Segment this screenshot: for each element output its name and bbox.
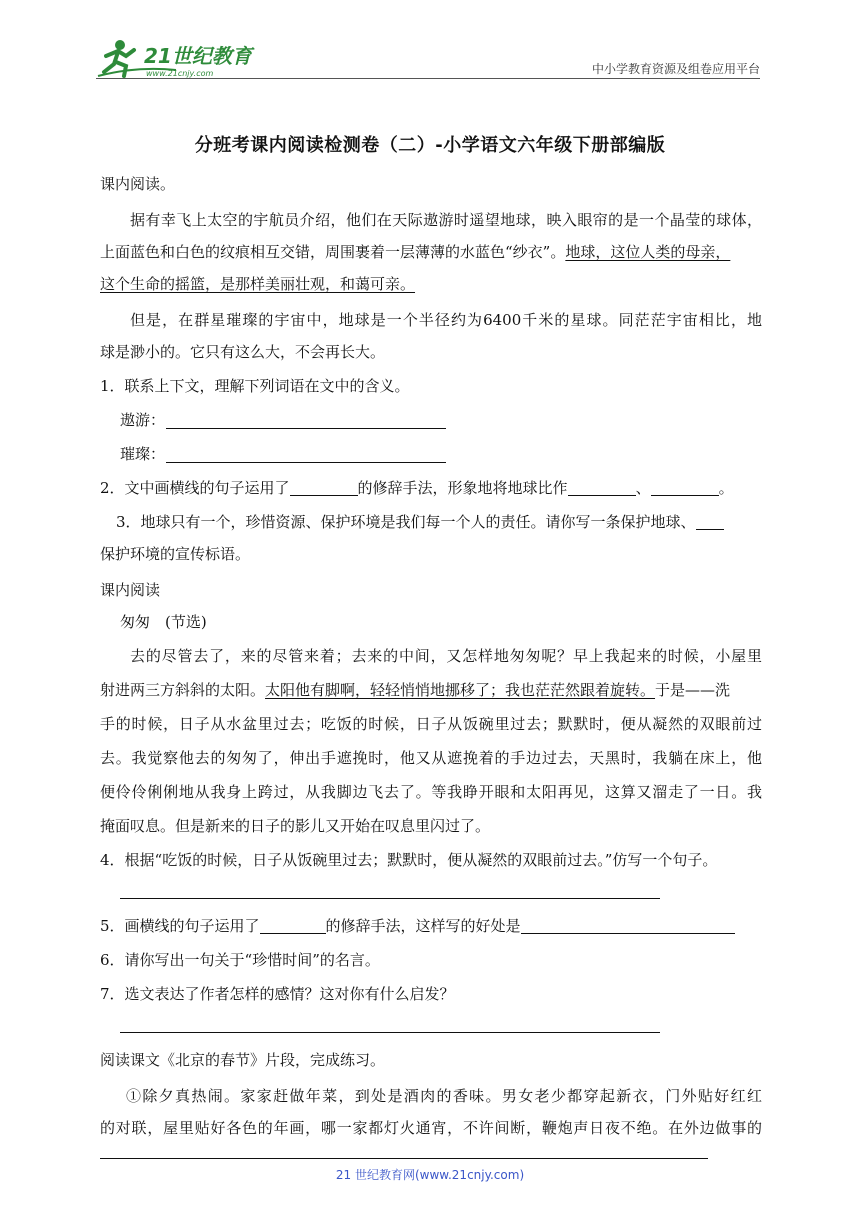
s1-p2-line1: 但是，在群星璀璨的宇宙中，地球是一个半径约为6400千米的星球。同茫茫宇宙相比，地 (130, 311, 762, 329)
s3-line1: ①除夕真热闹。家家赶做年菜，到处是酒肉的香味。男女老少都穿起新衣，门外贴好红红 (126, 1087, 762, 1105)
page-title: 分班考课内阅读检测卷（二）-小学语文六年级下册部编版 (194, 135, 666, 156)
section1-heading: 课内阅读。 (100, 175, 176, 193)
question-3-line2: 保护环境的宣传标语。 (100, 545, 251, 563)
underlined-sentence-2: 太阳他有脚啊，轻轻悄悄地挪移了；我也茫茫然跟着旋转。 (265, 681, 656, 699)
question-1: 1．联系上下文，理解下列词语在文中的含义。 (100, 377, 410, 395)
q1-word-cuican: 璀璨： (120, 445, 166, 463)
answer-line-cuican[interactable] (166, 462, 446, 463)
underlined-sentence-part1: 地球，这位人类的母亲， (565, 243, 731, 261)
section2-heading: 课内阅读 (100, 581, 161, 599)
s2-line6: 掩面叹息。但是新来的日子的影儿又开始在叹息里闪过了。 (100, 817, 491, 835)
footer-divider (100, 1158, 708, 1159)
s2-line3: 手的时候，日子从水盆里过去；吃饭的时候，日子从饭碗里过去；默默时，便从凝然的双眼前过 (100, 715, 762, 733)
passage-subtitle: 匆匆 (节选) (120, 613, 207, 631)
s2-line5: 便伶伶俐俐地从我身上跨过，从我脚边飞去了。等我睁开眼和太阳再见，这算又溜走了一日。我 (100, 783, 762, 801)
s1-p1-line2: 上面蓝色和白色的纹痕相互交错，周围裹着一层薄薄的水蓝色“纱衣”。地球，这位人类的母亲， (100, 243, 731, 261)
s1-p1-line1: 据有幸飞上太空的宇航员介绍，他们在天际遨游时遥望地球，映入眼帘的是一个晶莹的球体， (130, 211, 762, 229)
q2-blank-rhetoric[interactable] (290, 479, 358, 496)
header-platform-text: 中小学教育资源及组卷应用平台 (591, 62, 760, 76)
header-divider (96, 78, 760, 79)
question-4: 4．根据“吃饭的时候，日子从饭碗里过去；默默时，便从凝然的双眼前过去。”仿写一个句子。 (100, 851, 718, 869)
s2-line2: 射进两三方斜斜的太阳。太阳他有脚啊，轻轻悄悄地挪移了；我也茫茫然跟着旋转。于是——洗 (100, 681, 731, 699)
svg-text:21世纪教育: 21世纪教育 (144, 44, 252, 68)
q2-blank-compare1[interactable] (568, 479, 636, 496)
answer-line-q7[interactable] (120, 1032, 660, 1033)
q1-word-aoyou: 遨游： (120, 411, 166, 429)
runner-logo-icon (96, 36, 266, 80)
answer-line-aoyou[interactable] (166, 428, 446, 429)
q5-blank-rhetoric[interactable] (260, 917, 326, 934)
question-6: 6．请你写出一句关于“珍惜时间”的名言。 (100, 951, 380, 969)
section3-heading: 阅读课文《北京的春节》片段，完成练习。 (100, 1051, 386, 1069)
s2-line4: 去。我觉察他去的匆匆了，伸出手遮挽时，他又从遮挽着的手边过去，天黑时，我躺在床上，他 (100, 749, 762, 767)
question-2: 2．文中画横线的句子运用了 的修辞手法，形象地将地球比作 、 。 (100, 479, 734, 497)
question-5: 5．画横线的句子运用了 的修辞手法，这样写的好处是 (100, 916, 762, 936)
s1-p2-line2: 球是渺小的。它只有这么大，不会再长大。 (100, 343, 386, 361)
q2-blank-compare2[interactable] (651, 479, 719, 496)
question-7: 7．选文表达了作者怎样的感情？这对你有什么启发？ (100, 985, 455, 1003)
svg-text:www.21cnjy.com: www.21cnjy.com (146, 69, 214, 78)
q3-blank[interactable] (696, 513, 724, 530)
answer-line-q4[interactable] (120, 898, 660, 899)
underlined-sentence-part2: 这个生命的摇篮，是那样美丽壮观，和蔼可亲。 (100, 275, 416, 293)
q5-blank-benefit[interactable] (521, 917, 735, 934)
footer-source[interactable]: 21 世纪教育网(www.21cnjy.com) (335, 1168, 525, 1182)
site-logo (96, 36, 266, 80)
question-3-line1: 3．地球只有一个，珍惜资源、保护环境是我们每一个人的责任。请你写一条保护地球、 (116, 512, 778, 532)
s2-line1: 去的尽管去了，来的尽管来着；去来的中间，又怎样地匆匆呢？早上我起来的时候，小屋里 (130, 647, 762, 665)
s3-line2: 的对联，屋里贴好各色的年画，哪一家都灯火通宵，不许间断，鞭炮声日夜不绝。在外边做事的 (100, 1119, 762, 1137)
